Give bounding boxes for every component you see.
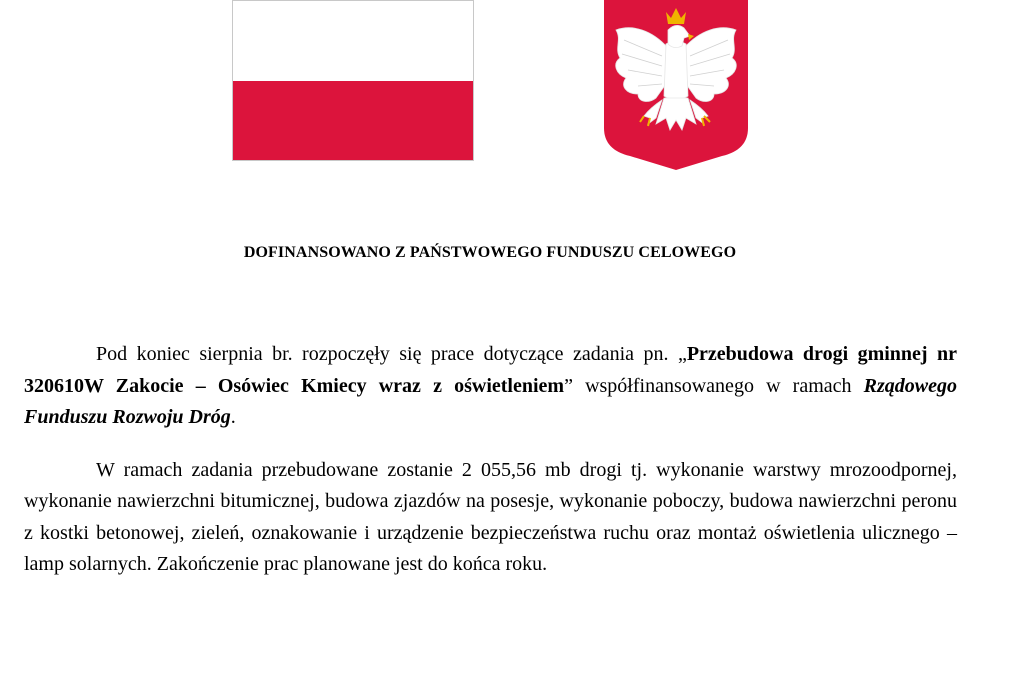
paragraph-project-start	[24, 339, 957, 434]
project-name: Przebudowa drogi gminnej nr 320610W Zakocie – Osówiec Kmiecy wraz z oświetleniem	[24, 343, 958, 397]
page-title: DOFINANSOWANO Z PAŃSTWOWEGO FUNDUSZU CELOWEGO	[243, 244, 737, 261]
flag-white-stripe	[233, 1, 473, 81]
paragraph1-middle: ” współfinansowanego w ramach	[564, 374, 864, 397]
paragraph1-end: .	[230, 406, 236, 428]
polish-flag-icon	[232, 0, 474, 161]
polish-white-eagle-emblem-icon	[604, 0, 748, 170]
paragraph-scope-of-work: W ramach zadania przebudowane zostanie 2 055,56 mb drogi tj. wykonanie warstwy mrozoodpornej, wykonanie nawierzchni bitumicznej, budowa zjazdów na posesje, wykonanie poboczy, budowa nawierzchni peronu z kostki betonowej, zieleń, oznakowanie i urządzenie bezpieczeństwa ruchu oraz montaż oświetlenia ulicznego – lamp solarnych. Zakończenie prac planowane jest do końca roku.	[24, 458, 957, 575]
flag-red-stripe	[233, 81, 473, 161]
fund-name: Rządowego Funduszu Rozwoju Dróg	[24, 374, 957, 428]
document-body	[24, 339, 957, 581]
paragraph1-lead: Pod koniec sierpnia br. rozpoczęły się prace dotyczące zadania pn. „	[96, 343, 687, 365]
